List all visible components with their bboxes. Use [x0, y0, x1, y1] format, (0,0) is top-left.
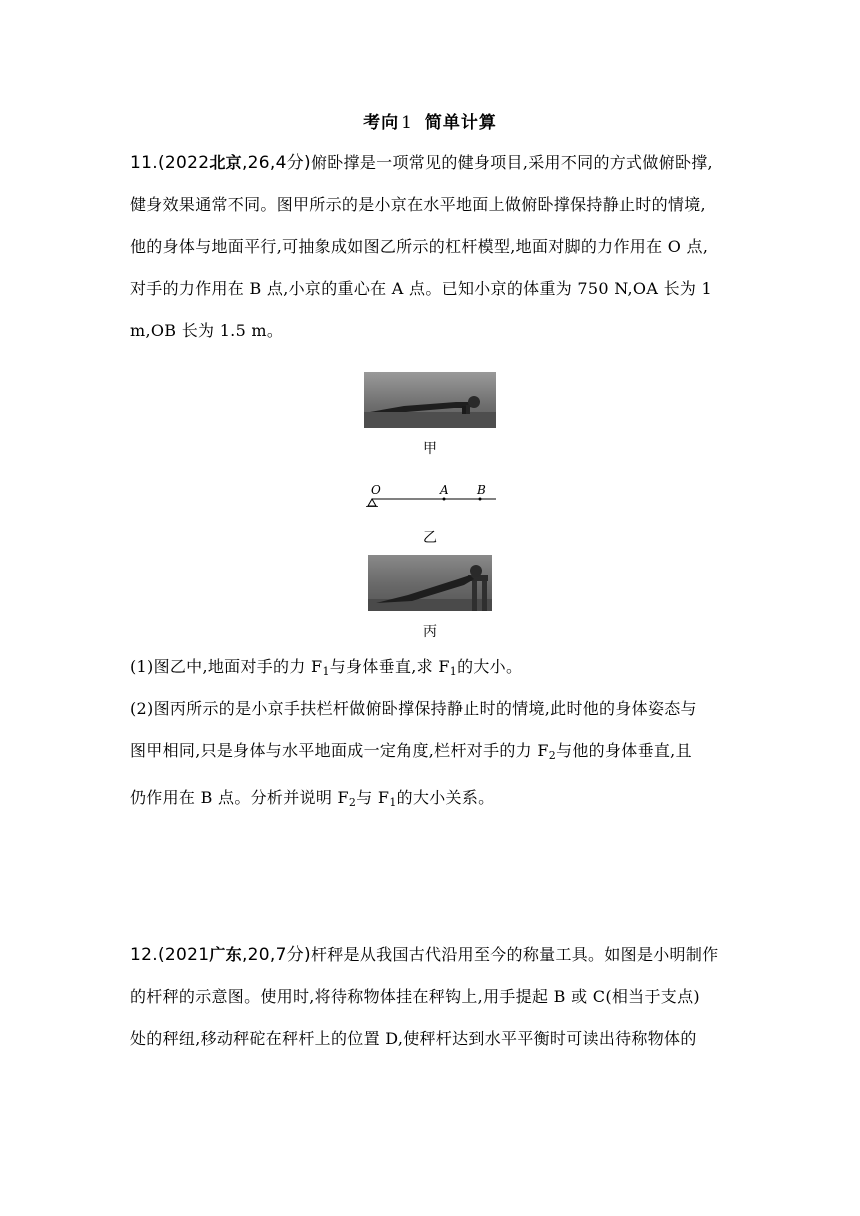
label-a: A: [440, 483, 449, 497]
part-1-subscript-2: 1: [449, 665, 458, 678]
question-11-source-open: (2022: [157, 153, 210, 173]
section-title: 简单计算: [424, 113, 497, 133]
question-11-part-2: [130, 688, 742, 824]
figure-yi-caption: 乙: [423, 530, 437, 546]
part-2-line-3-c: 的大小关系。: [396, 788, 495, 807]
question-11-number: 11.: [130, 153, 158, 173]
point-b-dot: [479, 498, 482, 501]
question-12-source-place: 广东: [209, 945, 242, 964]
point-a-dot: [443, 498, 446, 501]
question-11-stem-line-5: m,OB 长为 1.5 m。: [130, 321, 284, 340]
question-12-source-rest: ,20,7分): [241, 945, 311, 965]
pushup-railing-image: [368, 555, 492, 611]
part-2-line-2-b: 与他的身体垂直,且: [556, 741, 692, 760]
figure-yi-lever-diagram: [360, 482, 500, 512]
figure-jia-caption: 甲: [423, 441, 437, 457]
figure-bing-photo: [368, 555, 492, 611]
question-12-stem: [130, 934, 742, 1060]
part-1-text-b: 与身体垂直,求 F: [329, 657, 450, 676]
figure-bing-caption: 丙: [423, 624, 437, 640]
part-2-line-3-b: 与 F: [356, 788, 390, 807]
part-2-line-2-a: 图甲相同,只是身体与水平地面成一定角度,栏杆对手的力 F: [130, 741, 549, 760]
question-11-part-1: [130, 646, 742, 693]
part-1-text-a: (1)图乙中,地面对手的力 F: [130, 657, 323, 676]
question-11-source-place: 北京: [209, 153, 242, 172]
question-11-stem-line-1: 俯卧撑是一项常见的健身项目,采用不同的方式做俯卧撑,: [310, 153, 713, 172]
part-1-subscript-1: 1: [322, 665, 330, 678]
question-11-stem-line-3: 他的身体与地面平行,可抽象成如图乙所示的杠杆模型,地面对脚的力作用在 O 点,: [130, 237, 709, 256]
question-12-number: 12.: [130, 945, 158, 965]
section-number: 1: [401, 113, 413, 133]
question-12-stem-line-2: 的杆秤的示意图。使用时,将待称物体挂在秤钩上,用手提起 B 或 C(相当于支点): [130, 987, 700, 1006]
part-1-text-c: 的大小。: [457, 657, 523, 676]
question-11-stem-line-2: 健身效果通常不同。图甲所示的是小京在水平地面上做俯卧撑保持静止时的情境,: [130, 195, 706, 214]
section-heading: [0, 108, 860, 133]
section-title-prefix: 考向: [363, 113, 400, 133]
question-11-stem: [130, 142, 742, 352]
question-11-stem-line-4: 对手的力作用在 B 点,小京的重心在 A 点。已知小京的体重为 750 N,OA 长为 1: [130, 279, 713, 298]
label-b: B: [477, 483, 486, 497]
pushup-floor-image: [364, 372, 496, 428]
part-2-line-2-subscript: 2: [548, 749, 557, 762]
question-12-source-open: (2021: [157, 945, 210, 965]
part-2-line-3-a: 仍作用在 B 点。分析并说明 F: [130, 788, 349, 807]
part-2-line-3-subscript-1: 2: [348, 796, 357, 809]
label-o: O: [371, 483, 381, 497]
question-11-source-rest: ,26,4分): [241, 153, 311, 173]
fulcrum-icon: [368, 499, 376, 506]
question-12-stem-line-1: 杆秤是从我国古代沿用至今的称量工具。如图是小明制作: [310, 945, 719, 964]
question-12-stem-line-3: 处的秤纽,移动秤砣在秤杆上的位置 D,使秤杆达到水平平衡时可读出待称物体的: [130, 1029, 697, 1048]
figure-jia-photo: [364, 372, 496, 428]
part-2-line-3-subscript-2: 1: [389, 796, 397, 809]
part-2-line-1: (2)图丙所示的是小京手扶栏杆做俯卧撑保持静止时的情境,此时他的身体姿态与: [130, 699, 697, 718]
